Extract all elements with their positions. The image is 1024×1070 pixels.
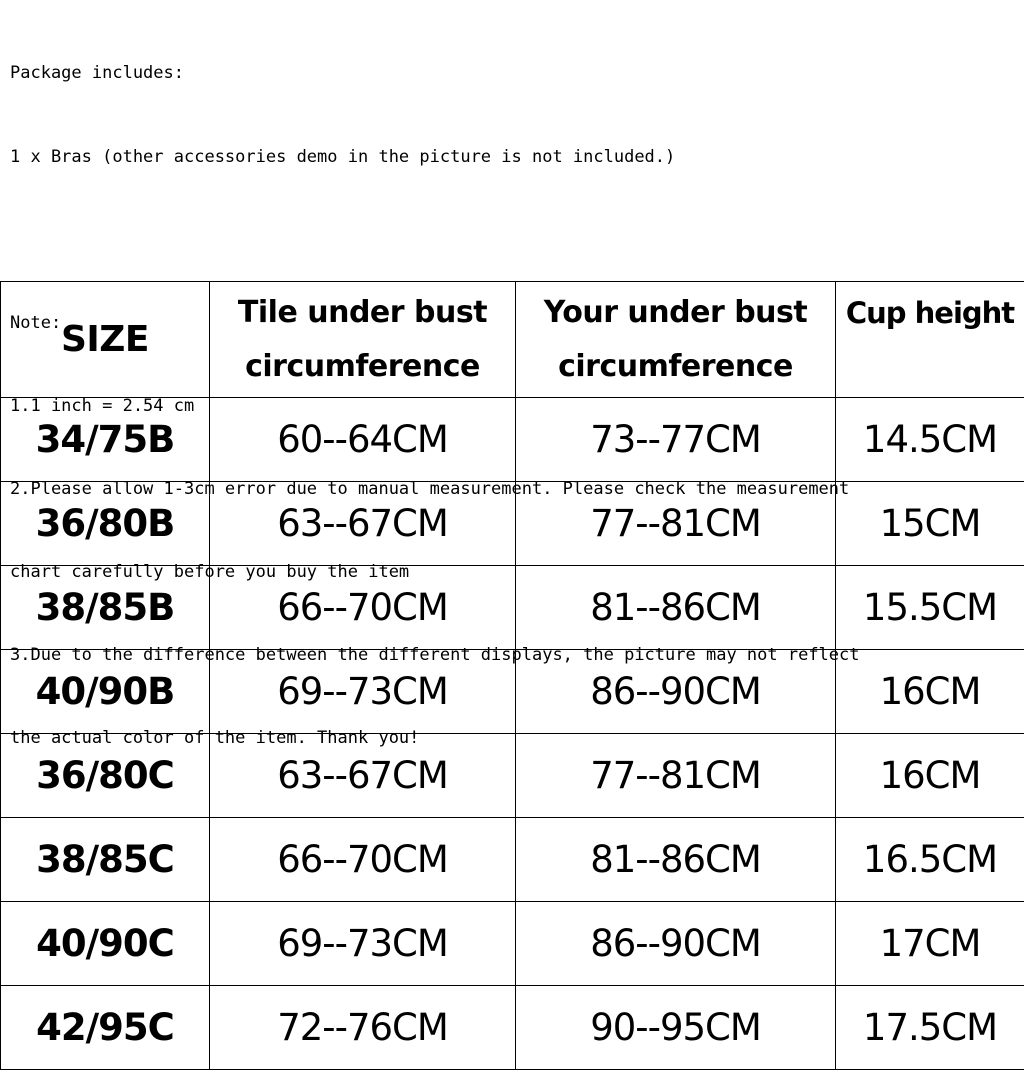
- cell-your-under-bust: 81--86CM: [516, 818, 836, 902]
- cell-cup-height: 15.5CM: [836, 566, 1024, 650]
- cell-tile-under-bust: 63--67CM: [210, 482, 516, 566]
- cell-cup-height: 14.5CM: [836, 398, 1024, 482]
- cell-tile-under-bust: 66--70CM: [210, 566, 516, 650]
- table-row: [1, 818, 1024, 902]
- table-row: [1, 482, 1024, 566]
- header-size: SIZE: [1, 282, 210, 398]
- cell-cup-height: 16CM: [836, 650, 1024, 734]
- table-row: [1, 398, 1024, 482]
- cell-your-under-bust: 81--86CM: [516, 566, 836, 650]
- cell-your-under-bust: 73--77CM: [516, 398, 836, 482]
- cell-tile-under-bust: 66--70CM: [210, 818, 516, 902]
- cell-size: 36/80B: [1, 482, 210, 566]
- cell-size: 40/90B: [1, 650, 210, 734]
- cell-size: 38/85B: [1, 566, 210, 650]
- cell-your-under-bust: 77--81CM: [516, 734, 836, 818]
- table-header-row: [1, 282, 1024, 398]
- table-row: [1, 650, 1024, 734]
- cell-size: 42/95C: [1, 986, 210, 1070]
- cell-tile-under-bust: 60--64CM: [210, 398, 516, 482]
- table-row: [1, 902, 1024, 986]
- table-row: [1, 986, 1024, 1070]
- cell-your-under-bust: 86--90CM: [516, 650, 836, 734]
- cell-size: 36/80C: [1, 734, 210, 818]
- cell-size: 34/75B: [1, 398, 210, 482]
- table-row: [1, 566, 1024, 650]
- note-2-line-2: chart carefully before you buy the item: [10, 559, 1010, 587]
- cell-cup-height: 17.5CM: [836, 986, 1024, 1070]
- table-row: [1, 734, 1024, 818]
- cell-your-under-bust: 86--90CM: [516, 902, 836, 986]
- note-heading: Note:: [10, 310, 1010, 338]
- header-tile-under-bust: [210, 282, 516, 398]
- cell-your-under-bust: 77--81CM: [516, 482, 836, 566]
- cell-cup-height: 16.5CM: [836, 818, 1024, 902]
- header-your-under-bust: [516, 282, 836, 398]
- cell-tile-under-bust: 69--73CM: [210, 650, 516, 734]
- header-tile-under-bust-line-2: circumference: [210, 340, 515, 394]
- cell-size: 40/90C: [1, 902, 210, 986]
- blank-line: [10, 227, 1010, 255]
- cell-tile-under-bust: 72--76CM: [210, 986, 516, 1070]
- note-3-line-2: the actual color of the item. Thank you!: [10, 725, 1010, 753]
- cell-tile-under-bust: 69--73CM: [210, 902, 516, 986]
- header-tile-under-bust-line-1: Tile under bust: [210, 286, 515, 340]
- cell-cup-height: 16CM: [836, 734, 1024, 818]
- cell-size: 38/85C: [1, 818, 210, 902]
- note-3-line-1: 3.Due to the difference between the different displays, the picture may not reflect: [10, 642, 1010, 670]
- cell-your-under-bust: 90--95CM: [516, 986, 836, 1070]
- note-1: 1.1 inch = 2.54 cm: [10, 393, 1010, 421]
- size-chart-table: [0, 281, 1024, 1070]
- package-includes-heading: Package includes:: [10, 60, 1010, 88]
- cell-cup-height: 15CM: [836, 482, 1024, 566]
- header-cup-height: Cup height: [836, 282, 1024, 398]
- cell-tile-under-bust: 63--67CM: [210, 734, 516, 818]
- header-your-under-bust-line-2: circumference: [516, 340, 835, 394]
- package-includes-item: 1 x Bras (other accessories demo in the picture is not included.): [10, 144, 1010, 172]
- cell-cup-height: 17CM: [836, 902, 1024, 986]
- header-your-under-bust-line-1: Your under bust: [516, 286, 835, 340]
- note-2-line-1: 2.Please allow 1-3cm error due to manual measurement. Please check the measurement: [10, 476, 1010, 504]
